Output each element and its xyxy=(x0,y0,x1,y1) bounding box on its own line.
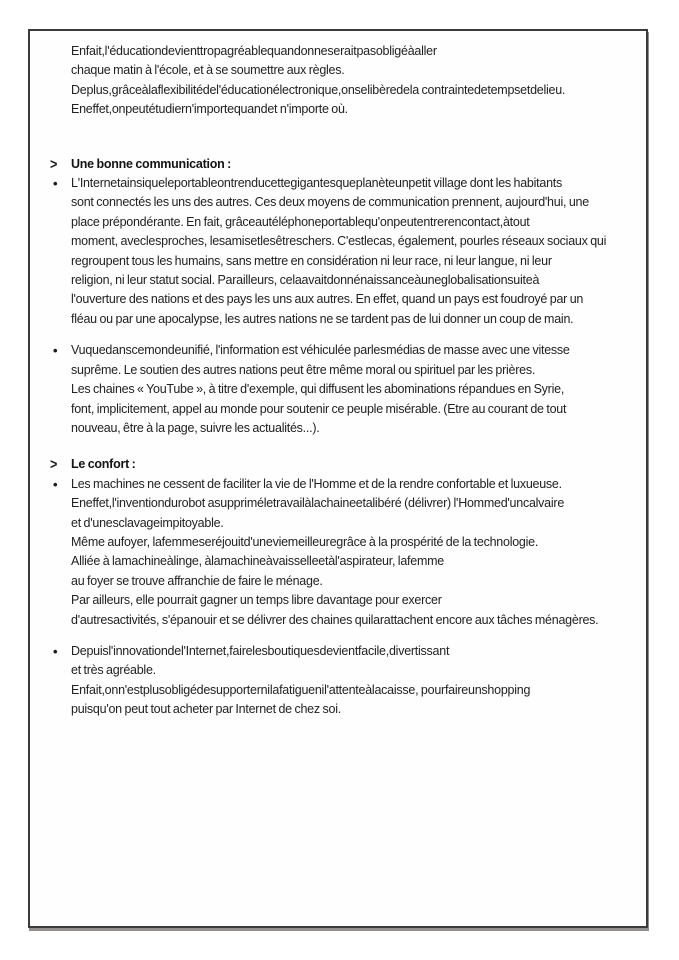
dot-bullet-icon: • xyxy=(53,476,58,492)
dot-bullet-icon: • xyxy=(53,343,58,359)
bullet-item-shopping-internet xyxy=(53,642,609,720)
text-line: Depuisl'innovationdel'Internet,fairelesboutiquesdevientfacile,divertissant xyxy=(71,643,450,658)
section-heading-confort xyxy=(50,455,609,474)
text-line: Vuquedanscemondeunifié, l'information est véhiculée parlesmédias de masse avec une vitesse xyxy=(71,343,570,358)
bullet-item-machines xyxy=(53,475,609,630)
arrow-bullet-icon: > xyxy=(50,455,58,473)
text-line: et d'unesclavageimpitoyable. xyxy=(71,515,224,530)
document-page xyxy=(28,29,648,928)
text-line: nouveau, être à la page, suivre les actualités...). xyxy=(71,420,320,435)
intro-paragraph xyxy=(71,42,609,120)
section-heading-communication xyxy=(50,154,609,174)
text-line: d'autresactivités, s'épanouir et se délivrer des chaines quilarattachent encore aux tâches ménagères. xyxy=(71,612,599,627)
section-heading-label: Une bonne communication : xyxy=(71,156,232,171)
text-line: place prépondérante. En fait, grâceautéléphoneportablequ'onpeutentrerencontact,àtout xyxy=(71,214,530,229)
text-line: Deplus,grâceàlaflexibilitédel'éducationélectronique,onselibèredela contraintedetempsetdelieu. xyxy=(71,82,566,97)
dot-bullet-icon: • xyxy=(53,643,58,659)
text-line: font, implicitement, appel au monde pour soutenir ce peuple misérable. (Etre au courant de tout xyxy=(71,401,567,416)
bullet-item-internet-village xyxy=(53,174,609,329)
text-line: puisqu'on peut tout acheter par Internet de chez soi. xyxy=(71,702,341,717)
text-line: religion, ni leur statut social. Parailleurs, celaavaitdonnénaissanceàuneglobalisationsuiteà xyxy=(71,273,540,288)
text-line: regroupent tous les humains, sans mettre en considération ni leur race, ni leur langue, ni leur xyxy=(71,253,552,268)
text-line: Eneffet,onpeutétudiern'importequandet n'importe où. xyxy=(71,102,348,117)
text-line: Les machines ne cessent de faciliter la vie de l'Homme et de la rendre confortable et luxueuse. xyxy=(71,476,562,491)
text-line: et très agréable. xyxy=(71,663,156,678)
section-heading-label: Le confort : xyxy=(71,457,136,472)
document-body xyxy=(30,31,646,720)
text-line: sont connectés les uns des autres. Ces deux moyens de communication prennent, aujourd'hui, une xyxy=(71,195,589,210)
dot-bullet-icon: • xyxy=(53,176,58,192)
text-line: Enfait,onn'estplusobligédesupporternilafatiguenil'attenteàlacaisse, pourfaireunshopping xyxy=(71,682,531,697)
arrow-bullet-icon: > xyxy=(50,154,58,173)
bullet-item-medias-de-masse xyxy=(53,341,609,438)
text-line: chaque matin à l'école, et à se soumettre aux règles. xyxy=(71,63,345,78)
text-line: l'ouverture des nations et des pays les uns aux autres. En effet, quand un pays est foudroyé par un xyxy=(71,292,584,307)
text-line: Enfait,l'éducationdevienttropagréablequandonneseraitpasobligéàaller xyxy=(71,44,437,58)
text-line: Par ailleurs, elle pourrait gagner un temps libre davantage pour exercer xyxy=(71,593,442,608)
text-line: Alliée à lamachineàlinge, àlamachineàvaisselleetàl'aspirateur, lafemme xyxy=(71,554,444,569)
text-line: Même aufoyer, lafemmeseréjouitd'uneviemeilleuregrâce à la prospérité de la technologie. xyxy=(71,534,539,549)
text-line: Eneffet,l'inventiondurobot asuppriméletravailàlachaineetalibéré (délivrer) l'Hommed'uncalvaire xyxy=(71,496,565,511)
text-line: L'Internetainsiqueleportableontrenducettegigantesqueplanèteunpetit village dont les habitants xyxy=(71,176,563,191)
text-line: au foyer se trouve affranchie de faire le ménage. xyxy=(71,573,323,588)
text-line: suprême. Le soutien des autres nations peut être même moral ou spirituel par les prières. xyxy=(71,362,536,377)
text-line: fléau ou par une apocalypse, les autres nations ne se tardent pas de lui donner un coup de main. xyxy=(71,311,574,326)
text-line: Les chaines « YouTube », à titre d'exemple, qui diffusent les abominations répandues en Syrie, xyxy=(71,382,565,397)
text-line: moment, aveclesproches, lesamisetlesêtreschers. C'estlecas, également, pourles réseaux sociaux qui xyxy=(71,234,607,249)
